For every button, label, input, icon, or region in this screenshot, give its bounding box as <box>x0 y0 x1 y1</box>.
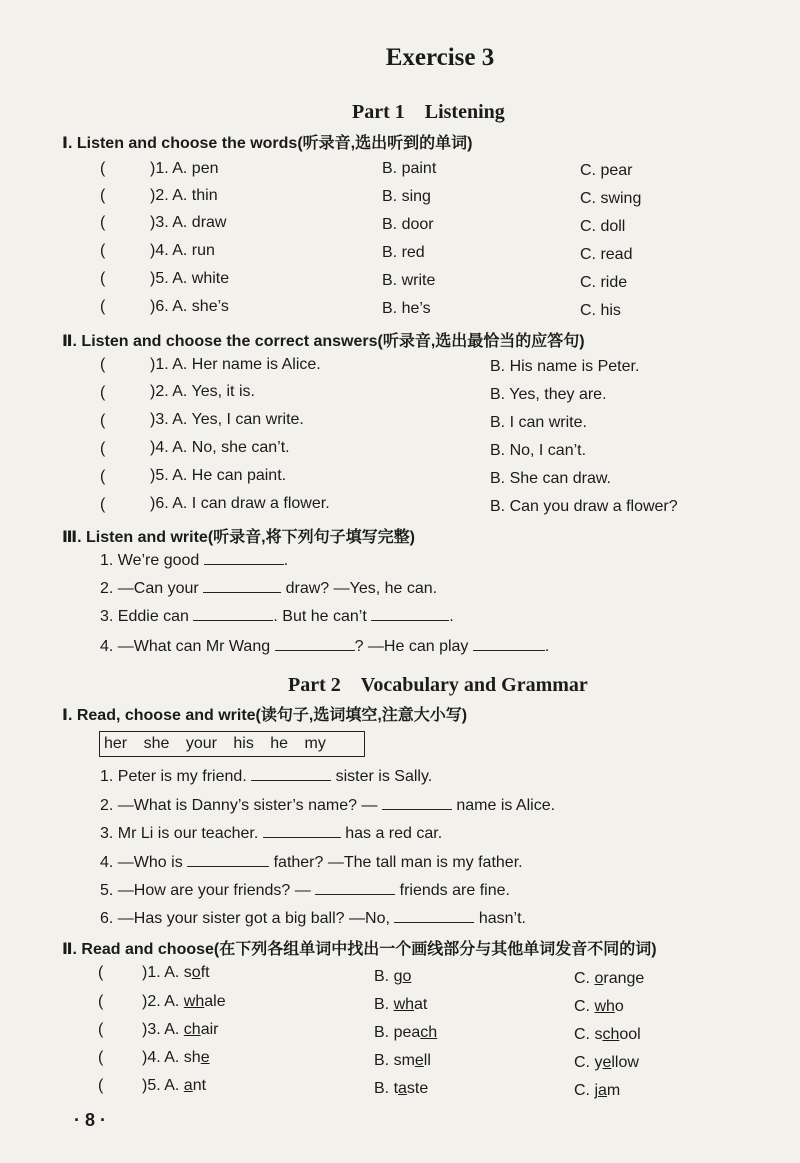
option-a: )2. A. whale <box>142 993 226 1010</box>
answer-paren[interactable]: ( <box>98 993 104 1010</box>
answer-blank[interactable] <box>251 766 331 781</box>
answer-blank[interactable] <box>263 823 341 838</box>
option-a: )1. A. Her name is Alice. <box>150 356 321 373</box>
option-b: B. smell <box>374 1052 431 1069</box>
option-b: B. taste <box>374 1080 429 1097</box>
part1-sec3-heading: Ⅲ. Listen and write(听录音,将下列句子填写完整) <box>62 529 415 546</box>
word-bank-box: her she your his he my <box>99 731 365 757</box>
answer-paren[interactable]: ( <box>100 214 106 231</box>
option-a: )1. A. pen <box>150 160 219 177</box>
fill-line-2: 2. —Can your draw? —Yes, he can. <box>100 580 438 597</box>
option-a: )5. A. ant <box>142 1077 207 1094</box>
option-b: B. Yes, they are. <box>490 386 607 403</box>
answer-blank[interactable] <box>203 578 281 593</box>
option-c: C. orange <box>574 970 645 987</box>
answer-blank[interactable] <box>382 795 452 810</box>
option-c: C. doll <box>580 218 626 235</box>
answer-blank[interactable] <box>275 636 355 651</box>
answer-paren[interactable]: ( <box>100 468 106 485</box>
option-b: B. paint <box>382 160 437 177</box>
answer-blank[interactable] <box>473 636 545 651</box>
option-b: B. what <box>374 996 428 1013</box>
option-c: C. ride <box>580 274 628 291</box>
option-b: B. sing <box>382 188 431 205</box>
answer-paren[interactable]: ( <box>100 384 106 401</box>
option-c: C. jam <box>574 1082 621 1099</box>
answer-paren[interactable]: ( <box>98 1077 104 1094</box>
part1-sec1-heading: Ⅰ. Listen and choose the words(听录音,选出听到的单词) <box>62 135 473 152</box>
answer-paren[interactable]: ( <box>98 1021 104 1038</box>
option-b: B. Can you draw a flower? <box>490 498 678 515</box>
option-a: )4. A. No, she can’t. <box>150 439 290 456</box>
answer-blank[interactable] <box>394 908 474 923</box>
option-b: B. write <box>382 272 436 289</box>
answer-paren[interactable]: ( <box>98 1049 104 1066</box>
exercise-title: Exercise 3 <box>385 44 495 71</box>
answer-paren[interactable]: ( <box>100 356 106 373</box>
part2-title: Part 2 Vocabulary and Grammar <box>288 674 588 696</box>
answer-paren[interactable]: ( <box>100 187 106 204</box>
option-a: )4. A. run <box>150 242 215 259</box>
answer-blank[interactable] <box>371 606 449 621</box>
option-b: B. go <box>374 968 412 985</box>
answer-paren[interactable]: ( <box>100 160 106 177</box>
answer-paren[interactable]: ( <box>100 496 106 513</box>
grammar-line-1: 1. Peter is my friend. sister is Sally. <box>100 768 433 785</box>
option-c: C. his <box>580 302 621 319</box>
part1-sec2-heading: Ⅱ. Listen and choose the correct answers(听录音,选出最恰当的应答句) <box>62 333 585 350</box>
option-b: B. red <box>382 244 425 261</box>
option-a: )5. A. white <box>150 270 230 287</box>
answer-paren[interactable]: ( <box>98 964 104 981</box>
option-b: B. he’s <box>382 300 431 317</box>
option-b: B. peach <box>374 1024 438 1041</box>
part2-sec1-heading: Ⅰ. Read, choose and write(读句子,选词填空,注意大小写) <box>62 707 468 724</box>
option-b: B. I can write. <box>490 414 587 431</box>
fill-line-3: 3. Eddie can . But he can’t . <box>100 608 454 625</box>
answer-blank[interactable] <box>315 880 395 895</box>
option-a: )1. A. soft <box>142 964 210 981</box>
option-c: C. pear <box>580 162 633 179</box>
grammar-line-5: 5. —How are your friends? — friends are fine. <box>100 882 510 899</box>
grammar-line-3: 3. Mr Li is our teacher. has a red car. <box>100 825 443 842</box>
answer-blank[interactable] <box>187 852 269 867</box>
grammar-line-4: 4. —Who is father? —The tall man is my father. <box>100 854 523 871</box>
fill-line-1: 1. We’re good . <box>100 552 289 569</box>
option-a: )6. A. she’s <box>150 298 229 315</box>
option-c: C. yellow <box>574 1054 639 1071</box>
option-a: )5. A. He can paint. <box>150 467 287 484</box>
part1-title: Part 1 Listening <box>352 101 505 123</box>
grammar-line-2: 2. —What is Danny’s sister’s name? — name is Alice. <box>100 797 556 814</box>
part2-sec2-heading: Ⅱ. Read and choose(在下列各组单词中找出一个画线部分与其他单词发音不同的词) <box>62 941 657 958</box>
answer-paren[interactable]: ( <box>100 298 106 315</box>
answer-paren[interactable]: ( <box>100 242 106 259</box>
fill-line-4: 4. —What can Mr Wang ? —He can play . <box>100 638 550 655</box>
option-c: C. read <box>580 246 633 263</box>
option-b: B. No, I can’t. <box>490 442 587 459</box>
option-c: C. school <box>574 1026 641 1043</box>
option-a: )3. A. Yes, I can write. <box>150 411 304 428</box>
answer-blank[interactable] <box>193 606 273 621</box>
option-a: )3. A. chair <box>142 1021 219 1038</box>
answer-blank[interactable] <box>204 550 284 565</box>
option-a: )2. A. Yes, it is. <box>150 383 255 400</box>
option-a: )2. A. thin <box>150 187 218 204</box>
answer-paren[interactable]: ( <box>100 440 106 457</box>
answer-paren[interactable]: ( <box>100 270 106 287</box>
option-a: )6. A. I can draw a flower. <box>150 495 330 512</box>
option-a: )4. A. she <box>142 1049 210 1066</box>
grammar-line-6: 6. —Has your sister got a big ball? —No, hasn’t. <box>100 910 526 927</box>
answer-paren[interactable]: ( <box>100 412 106 429</box>
option-c: C. swing <box>580 190 642 207</box>
page-number: · 8 · <box>74 1110 107 1130</box>
option-b: B. door <box>382 216 434 233</box>
option-b: B. His name is Peter. <box>490 358 640 375</box>
option-c: C. who <box>574 998 624 1015</box>
option-b: B. She can draw. <box>490 470 611 487</box>
option-a: )3. A. draw <box>150 214 227 231</box>
